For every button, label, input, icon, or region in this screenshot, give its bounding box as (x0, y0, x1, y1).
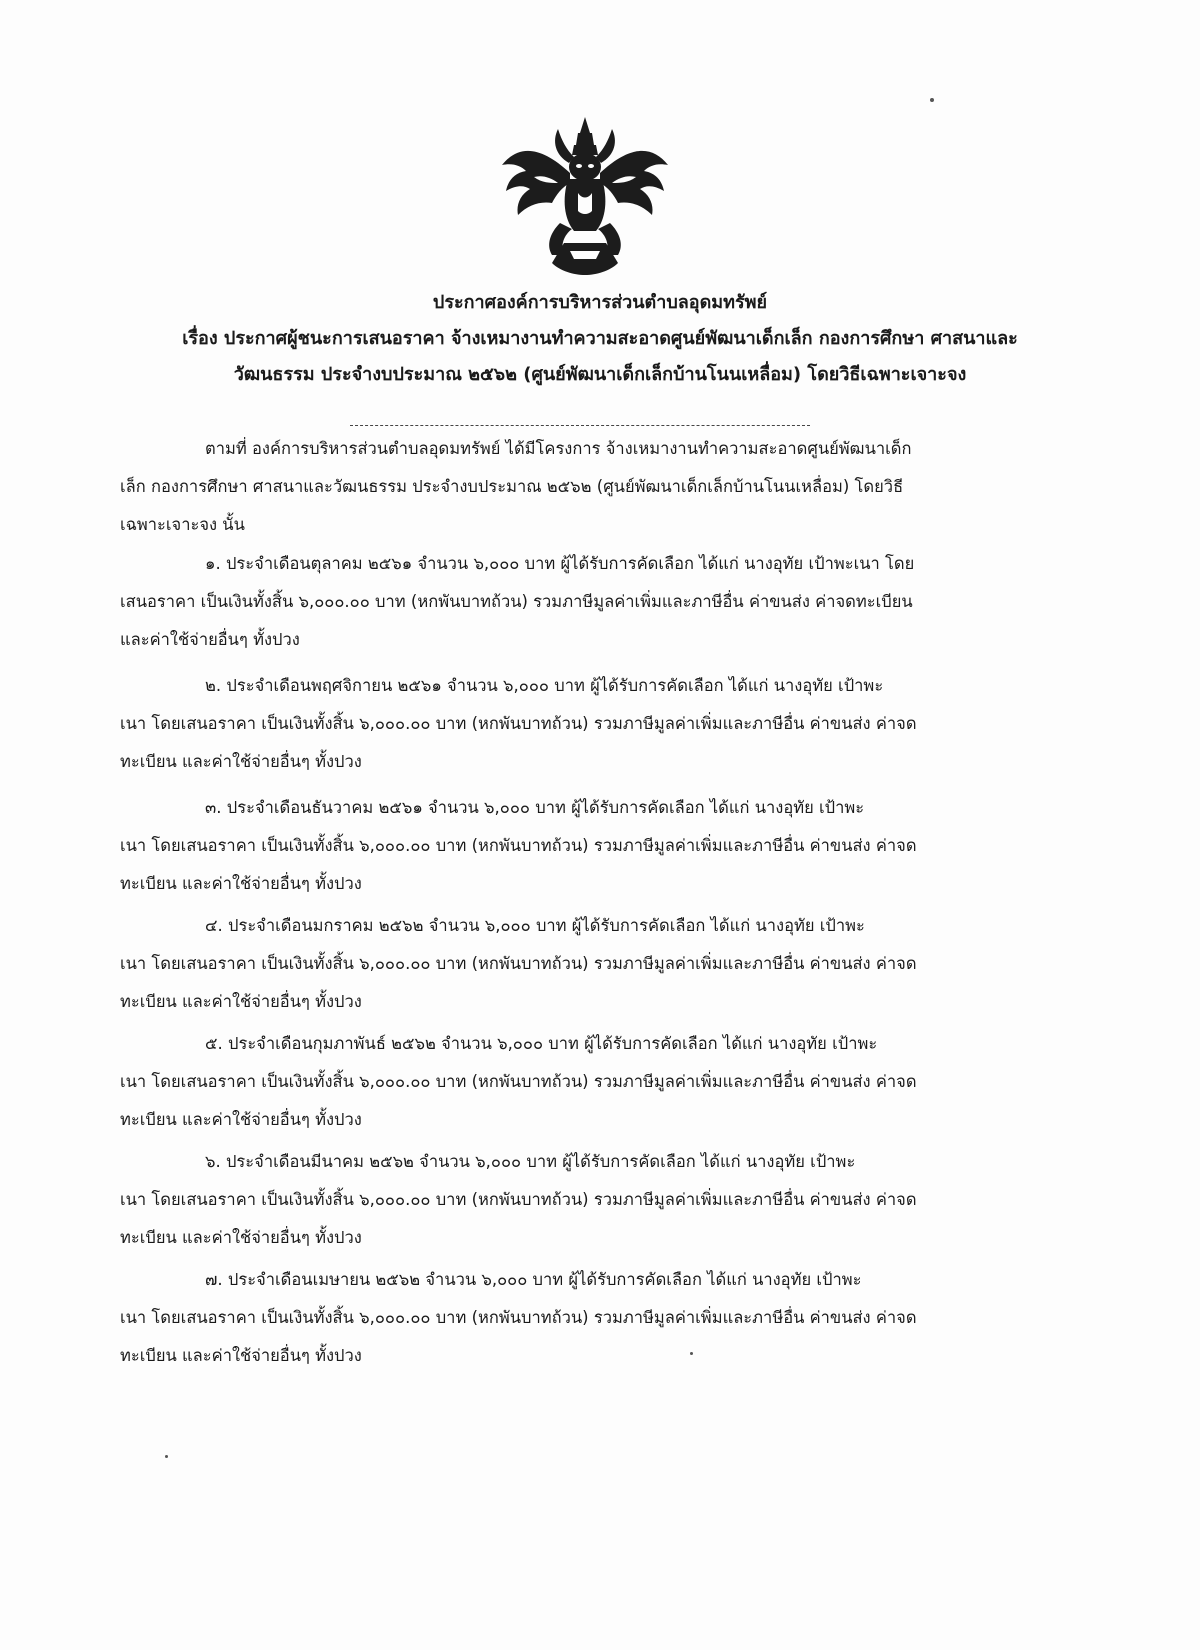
intro-paragraph (120, 430, 1050, 544)
paragraph-line: เนา โดยเสนอราคา เป็นเงินทั้งสิ้น ๖,๐๐๐.๐๐ บาท (หกพันบาทถ้วน) รวมภาษีมูลค่าเพิ่มและภาษีอื่น ค่าขนส่ง ค่าจด (120, 1308, 917, 1327)
paragraph-line: ทะเบียน และค่าใช้จ่ายอื่นๆ ทั้งปวง (120, 992, 362, 1011)
list-item (120, 789, 1050, 903)
list-item (120, 545, 1050, 659)
paragraph-line: ทะเบียน และค่าใช้จ่ายอื่นๆ ทั้งปวง (120, 1228, 362, 1247)
title-divider (350, 425, 810, 426)
paragraph-line: และค่าใช้จ่ายอื่นๆ ทั้งปวง (120, 630, 300, 649)
paragraph-line: ๗. ประจำเดือนเมษายน ๒๕๖๒ จำนวน ๖,๐๐๐ บาท ผู้ได้รับการคัดเลือก ได้แก่ นางอุทัย เป้าพะ (205, 1270, 862, 1289)
paragraph-line: เล็ก กองการศึกษา ศาสนาและวัฒนธรรม ประจำงบประมาณ ๒๕๖๒ (ศูนย์พัฒนาเด็กเล็กบ้านโนนเหลื่อม) โดยวิธี (120, 477, 904, 496)
list-item (120, 667, 1050, 781)
title-line: ประกาศองค์การบริหารส่วนตำบลอุดมทรัพย์ (432, 292, 768, 313)
paragraph-line: ทะเบียน และค่าใช้จ่ายอื่นๆ ทั้งปวง (120, 1346, 362, 1365)
paragraph-line: เนา โดยเสนอราคา เป็นเงินทั้งสิ้น ๖,๐๐๐.๐๐ บาท (หกพันบาทถ้วน) รวมภาษีมูลค่าเพิ่มและภาษีอื่น ค่าขนส่ง ค่าจด (120, 1072, 917, 1091)
paragraph-line: ๕. ประจำเดือนกุมภาพันธ์ ๒๕๖๒ จำนวน ๖,๐๐๐ บาท ผู้ได้รับการคัดเลือก ได้แก่ นางอุทัย เป้าพะ (205, 1034, 878, 1053)
scan-speck (690, 1352, 693, 1355)
paragraph-line: ๖. ประจำเดือนมีนาคม ๒๕๖๒ จำนวน ๖,๐๐๐ บาท ผู้ได้รับการคัดเลือก ได้แก่ นางอุทัย เป้าพะ (205, 1152, 856, 1171)
paragraph-line: เนา โดยเสนอราคา เป็นเงินทั้งสิ้น ๖,๐๐๐.๐๐ บาท (หกพันบาทถ้วน) รวมภาษีมูลค่าเพิ่มและภาษีอื่น ค่าขนส่ง ค่าจด (120, 836, 917, 855)
paragraph-line: เนา โดยเสนอราคา เป็นเงินทั้งสิ้น ๖,๐๐๐.๐๐ บาท (หกพันบาทถ้วน) รวมภาษีมูลค่าเพิ่มและภาษีอื่น ค่าขนส่ง ค่าจด (120, 714, 917, 733)
paragraph-line: เฉพาะเจาะจง นั้น (120, 515, 245, 534)
paragraph-line: ๔. ประจำเดือนมกราคม ๒๕๖๒ จำนวน ๖,๐๐๐ บาท ผู้ได้รับการคัดเลือก ได้แก่ นางอุทัย เป้าพะ (205, 916, 865, 935)
paragraph-line: เสนอราคา เป็นเงินทั้งสิ้น ๖,๐๐๐.๐๐ บาท (หกพันบาทถ้วน) รวมภาษีมูลค่าเพิ่มและภาษีอื่น ค่าขนส่ง ค่าจดทะเบียน (120, 592, 913, 611)
paragraph-line: ๓. ประจำเดือนธันวาคม ๒๕๖๑ จำนวน ๖,๐๐๐ บาท ผู้ได้รับการคัดเลือก ได้แก่ นางอุทัย เป้าพะ (205, 798, 865, 817)
paragraph-line: ทะเบียน และค่าใช้จ่ายอื่นๆ ทั้งปวง (120, 1110, 362, 1129)
garuda-emblem-icon (500, 115, 670, 275)
paragraph-line: เนา โดยเสนอราคา เป็นเงินทั้งสิ้น ๖,๐๐๐.๐๐ บาท (หกพันบาทถ้วน) รวมภาษีมูลค่าเพิ่มและภาษีอื่น ค่าขนส่ง ค่าจด (120, 954, 917, 973)
paragraph-line: ๒. ประจำเดือนพฤศจิกายน ๒๕๖๑ จำนวน ๖,๐๐๐ บาท ผู้ได้รับการคัดเลือก ได้แก่ นางอุทัย เป้าพะ (205, 676, 884, 695)
paragraph-line: ทะเบียน และค่าใช้จ่ายอื่นๆ ทั้งปวง (120, 752, 362, 771)
title-line: เรื่อง ประกาศผู้ชนะการเสนอราคา จ้างเหมางานทำความสะอาดศูนย์พัฒนาเด็กเล็ก กองการศึกษา ศาสนาและ (182, 328, 1018, 349)
paragraph-line: ตามที่ องค์การบริหารส่วนตำบลอุดมทรัพย์ ได้มีโครงการ จ้างเหมางานทำความสะอาดศูนย์พัฒนาเด็ก (205, 439, 912, 458)
paragraph-line: ๑. ประจำเดือนตุลาคม ๒๕๖๑ จำนวน ๖,๐๐๐ บาท ผู้ได้รับการคัดเลือก ได้แก่ นางอุทัย เป้าพะเนา โดย (205, 554, 915, 573)
list-item (120, 1261, 1050, 1375)
scan-speck (165, 1455, 168, 1458)
list-item (120, 907, 1050, 1021)
paragraph-line: ทะเบียน และค่าใช้จ่ายอื่นๆ ทั้งปวง (120, 874, 362, 893)
document-title (60, 285, 1140, 393)
scan-speck (930, 98, 934, 102)
list-item (120, 1143, 1050, 1257)
title-line: วัฒนธรรม ประจำงบประมาณ ๒๕๖๒ (ศูนย์พัฒนาเด็กเล็กบ้านโนนเหลื่อม) โดยวิธีเฉพาะเจาะจง (233, 364, 967, 385)
list-item (120, 1025, 1050, 1139)
paragraph-line: เนา โดยเสนอราคา เป็นเงินทั้งสิ้น ๖,๐๐๐.๐๐ บาท (หกพันบาทถ้วน) รวมภาษีมูลค่าเพิ่มและภาษีอื่น ค่าขนส่ง ค่าจด (120, 1190, 917, 1209)
